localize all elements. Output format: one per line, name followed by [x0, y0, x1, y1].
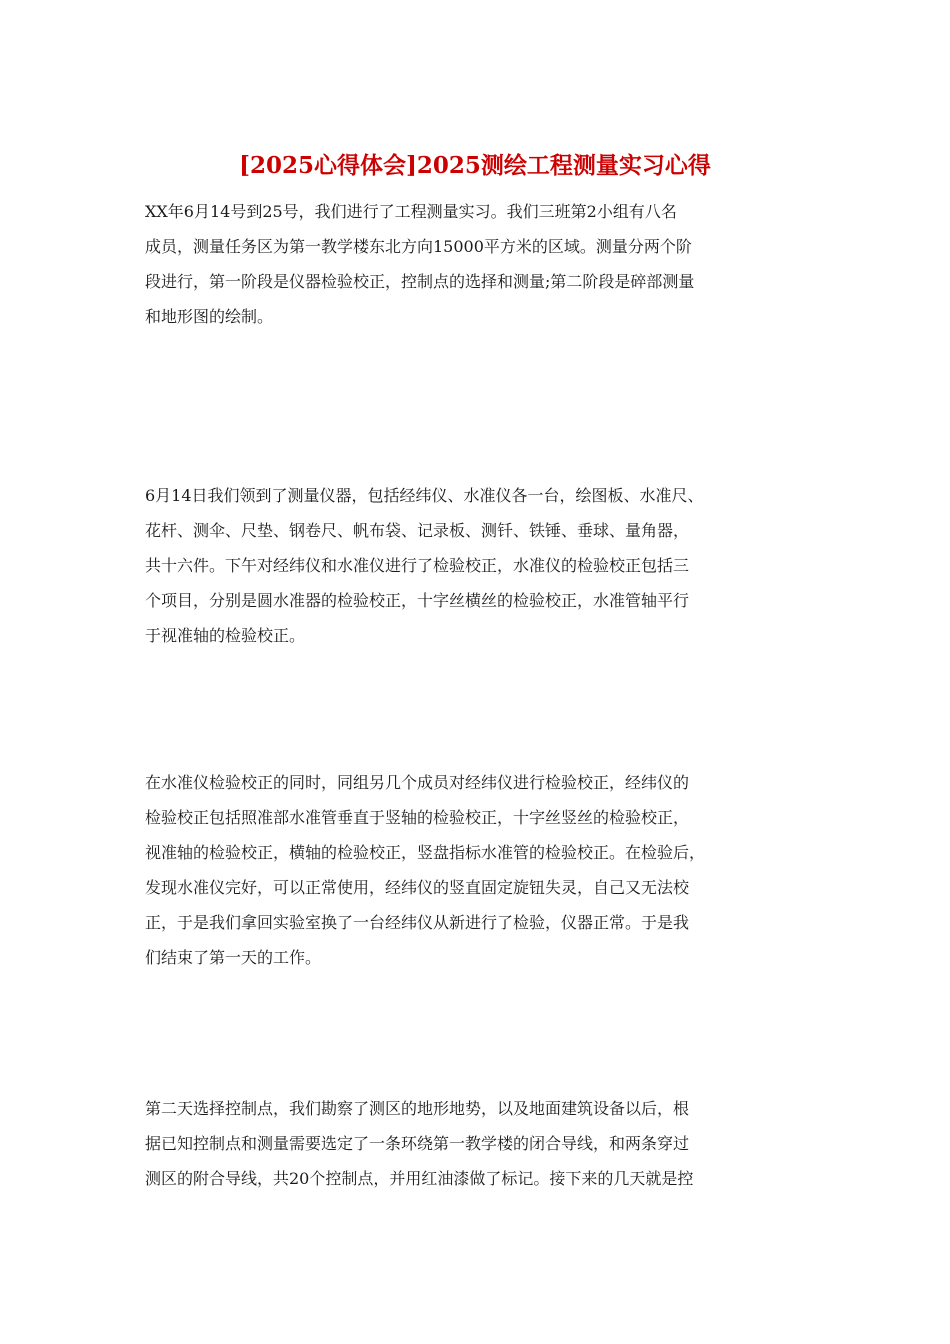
paragraph-3	[145, 765, 825, 975]
text-line: 第二天选择控制点，我们勘察了测区的地形地势，以及地面建筑设备以后，根	[145, 1099, 690, 1118]
text-line: 成员，测量任务区为第一教学楼东北方向15000平方米的区域。测量分两个阶	[145, 237, 692, 256]
text-line: 于视准轴的检验校正。	[145, 626, 306, 645]
paragraph-4	[145, 1091, 825, 1196]
text-line: 6月14日我们领到了测量仪器，包括经纬仪、水准仪各一台，绘图板、水准尺、	[145, 486, 704, 505]
text-line: XX年6月14号到25号，我们进行了工程测量实习。我们三班第2小组有八名	[145, 202, 677, 221]
text-line: 在水准仪检验校正的同时，同组另几个成员对经纬仪进行检验校正，经纬仪的	[145, 773, 690, 792]
text-line: 据已知控制点和测量需要选定了一条环绕第一教学楼的闭合导线，和两条穿过	[145, 1134, 690, 1153]
text-line: 视准轴的检验校正，横轴的检验校正，竖盘指标水准管的检验校正。在检验后，	[145, 843, 706, 862]
text-line: 们结束了第一天的工作。	[145, 948, 322, 967]
text-line: 正，于是我们拿回实验室换了一台经纬仪从新进行了检验，仪器正常。于是我	[145, 913, 690, 932]
text-line: 段进行，第一阶段是仪器检验校正，控制点的选择和测量;第二阶段是碎部测量	[145, 272, 695, 291]
text-line: 和地形图的绘制。	[145, 307, 274, 326]
text-line: 花杆、测伞、尺垫、钢卷尺、帆布袋、记录板、测钎、铁锤、垂球、量角器，	[145, 521, 690, 540]
text-line: 发现水准仪完好，可以正常使用，经纬仪的竖直固定旋钮失灵，自己又无法校	[145, 878, 690, 897]
paragraph-2	[145, 478, 825, 653]
text-line: 检验校正包括照准部水准管垂直于竖轴的检验校正，十字丝竖丝的检验校正，	[145, 808, 690, 827]
text-line: 个项目，分别是圆水准器的检验校正，十字丝横丝的检验校正，水准管轴平行	[145, 591, 690, 610]
text-line: 共十六件。下午对经纬仪和水准仪进行了检验校正，水准仪的检验校正包括三	[145, 556, 690, 575]
text-line: 测区的附合导线，共20个控制点，并用红油漆做了标记。接下来的几天就是控	[145, 1169, 694, 1188]
page-title: [2025心得体会]2025测绘工程测量实习心得	[239, 152, 711, 179]
paragraph-1	[145, 194, 825, 334]
